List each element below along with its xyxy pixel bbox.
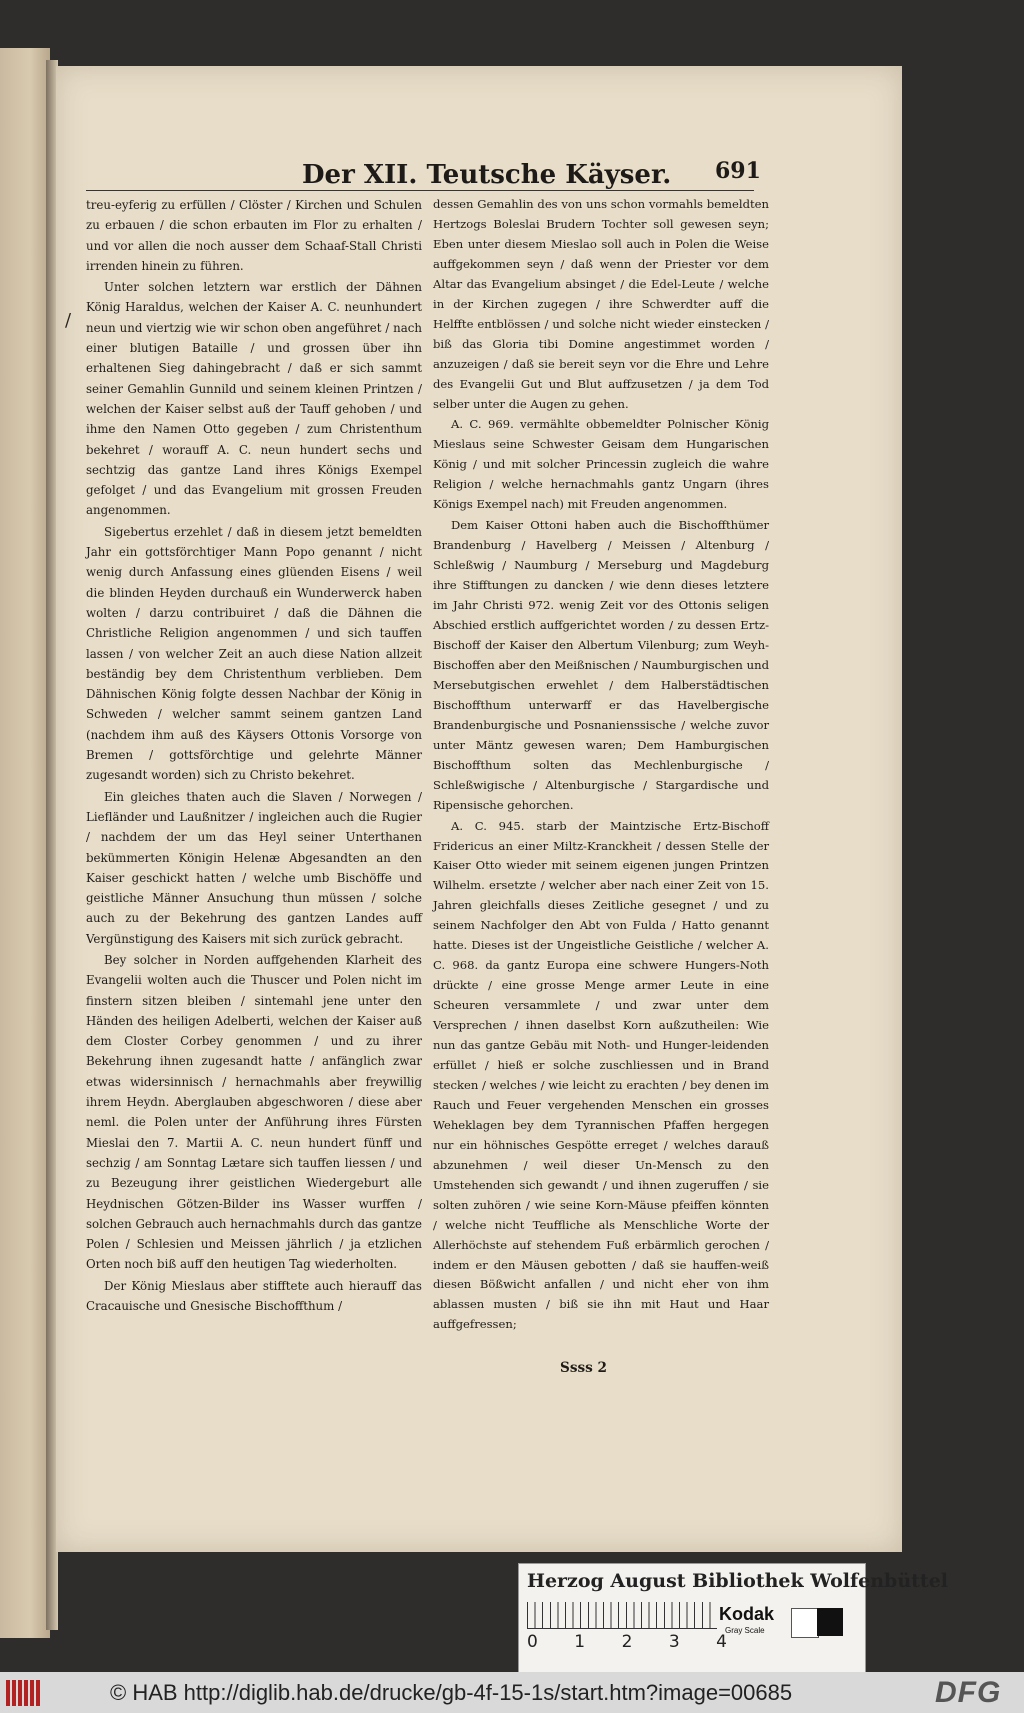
source-url[interactable]: © HAB http://diglib.hab.de/drucke/gb-4f-15-1s/start.htm?image=00685 — [110, 1680, 793, 1705]
color-target-card — [518, 1563, 948, 1675]
paragraph: Bey solcher in Norden auffgehenden Klarheit des Evangelii wolten auch die Thuscer und Polen nicht im finstern sitzen bleiben / sintemahl jene unter den Händen des heiligen Adelberti, welchen der Kaiser auß dem Closter Corbey genommen / und zu ihrer Bekehrung ihnen zugesandt hatte / anfänglich zwar etwas widersinnisch / hernachmahls aber freywillig ihrem Heydn. Aberglauben abgeschworen / diese aber neml. die Polen unter der Anführung ihres Fürsten Mieslai den 7. Martii A. C. neun hundert fünff und sechzig / am Sonntag Lætare sich tauffen liessen / und zu Bezeugung ihrer geistlichen Wiedergeburt alle Heydnischen Götzen-Bilder ins Wasser wurffen / solchen Gebrauch auch hernachmahls durch das gantze Polen / Schlesien und Meissen jährlich / ja etzlichen Orten noch biß auff den heutigen Tag wiederholten. — [86, 952, 422, 1272]
paragraph: A. C. 969. vermählte obbemeldter Polnischer König Mieslaus seine Schwester Geisam dem Hungarischen König / und mit solcher Princessin zugleich die wahre Religion / welche hernachmahls gantz Ungarn (ihres Königs Exempel nach) mit Freuden angenommen. — [433, 417, 769, 512]
paragraph: Unter solchen letztern war erstlich der Dähnen König Haraldus, welchen der Kaiser A. C. neunhundert neun und viertzig wie wir schon oben angeführet / nach einer blutigen Bataille / und grossen über ihn erhaltenen Sieg dahingebracht / daß er sich sammt seiner Gemahlin Gunnild und seinem kleinen Printzen / welchen der Kaiser selbst auß der Tauff gehoben / und ihme den Namen Otto gegeben / zum Christenthum bekehret / worauff A. C. neun hundert sechs und sechtzig das gantze Land ihres Königs Exempel gefolget / und das Evangelium mit grossen Freuden angenommen. — [86, 280, 422, 518]
ruler-number: 2 — [621, 1632, 633, 1652]
left-text-column — [86, 195, 422, 1317]
scale-ruler — [527, 1602, 717, 1629]
right-text-column — [433, 195, 769, 1336]
hab-logo-icon — [6, 1680, 42, 1706]
paragraph: Sigebertus erzehlet / daß in diesem jetzt bemeldten Jahr ein gottsförchtiger Mann Popo genannt / nicht wenig durch Anfassung eines glüenden Eisens / weil die blinden Heyden durchauß ein Wunderwerck haben wolten / darzu contribuiret / daß die Dähnen die Christliche Religion angenommen / und sich tauffen lassen / von welcher Zeit an auch diese Nation allzeit beständig bey dem Christenthum verblieben. Dem Dähnischen König folgte dessen Nachbar der König in Schweden / welcher sammt seinem gantzen Land (nachdem ihm auß des Käysers Ottonis Vorsorge von Bremen / gottsförchtige und gelehrte Männer zugesandt worden) sich zu Christo bekehret. — [86, 524, 422, 783]
ruler-number: 1 — [574, 1632, 586, 1652]
ruler-number: 3 — [668, 1632, 680, 1652]
white-swatch — [791, 1608, 819, 1638]
paragraph: Ein gleiches thaten auch die Slaven / Norwegen / Liefländer und Laußnitzer / ingleichen auch die Rugier / nachdem der um das Heyl seiner Unterthanen bekümmerten Königin Helenæ Abgesandten an den Kaiser geschickt hatten / welche umb Bischöffe und geistliche Männer Ansuchung thun müssen / solche auch zu der Bekehrung des gantzen Landes auff Vergünstigung des Kaisers mit sich zurück gebracht. — [86, 789, 422, 946]
ruler-numbers — [527, 1632, 727, 1652]
signature-mark: Ssss 2 — [560, 1360, 607, 1376]
left-page-edge — [0, 48, 50, 1638]
ruler-number: 0 — [527, 1632, 538, 1652]
gray-scale-label: Gray Scale — [725, 1626, 765, 1635]
kodak-brand: Kodak — [719, 1604, 775, 1624]
footer-bar — [0, 1672, 1024, 1713]
paragraph: A. C. 945. starb der Maintzische Ertz-Bischoff Fridericus an einer Miltz-Kranckheit / dessen Stelle der Kaiser Otto wieder mit seinem eigenen jungen Printzen Wilhelm. ersetzte / welcher aber nach einer Zeit von 15. Jahren gleichfalls dieses Zeitliche gesegnet / und zu seinem Nachfolger den Abt von Fulda / Hatto genannt hatte. Dieses ist der Ungeistliche Geistliche / welcher A. C. 968. da gantz Europa eine schwere Hungers-Noth drückte / eine grosse Menge armer Leute in eine Scheuren versammlete / und zwar unter dem Versprechen / ihnen daselbst Korn außzutheilen: Wie nun das gantze Gebäu mit Noth- und Hunger-leidenden erfüllet / hieß er solche zuschliessen und in Brand stecken / welches / wie leicht zu erachten / bey denen im Rauch und Feuer vergehenden Menschen ein grosses Weheklagen bey dem Tyrannischen Pfaffen hergegen nur ein höhnisches Gespötte erreget / welches darauß abzunehmen / weil dieser Un-Mensch zu den Umstehenden sich gewandt / und ihnen zugeruffen / sie solten zuhören / wie seine Korn-Mäuse pfeiffen könnten / welche nicht Teuffliche als Menschliche Worte der Allerhöchste auf stehendem Fuß erbärmlich gerochen / indem er den Mäusen gebotten / daß sie hauffen-weiß diesen Bößwicht anfallen / und nicht eher von ihm ablassen musten / biß sie ihn mit Haut und Haar auffgefressen; — [433, 818, 769, 1332]
header-rule — [86, 190, 754, 191]
paragraph: treu-eyferig zu erfüllen / Clöster / Kirchen und Schulen zu erbauen / die schon erbauten im Flor zu erhalten / und vor allen die noch ausser dem Schaaf-Stall Christi irrenden hinein zu führen. — [86, 198, 422, 273]
paragraph: Dem Kaiser Ottoni haben auch die Bischoffthümer Brandenburg / Havelberg / Meissen / Altenburg / Schleßwig / Naumburg / Merseburg und Magdeburg ihre Stifftungen zu dancken / wie denn dieses letztere im Jahr Christi 972. wenig Zeit vor des Ottonis seligen Abschied erstlich auffgerichtet worden / zu dessen Ertz-Bischoff der Kaiser den Albertum Vilenburg; zum Weyh-Bischoffen aber den Meißnischen / Naumburgischen und Mersebutgischen erwehlet / dem Halberstädtischen Bischoffthum unterwarff er das Havelbergische Brandenburgische und Posnanienssische / welche zuvor unter Mäntz gewesen waren; Dem Hamburgischen Bischoffthum solten das Mechlenburgische / Schleßwigische / Altenburgische / Stargardische und Ripensische gehorchen. — [433, 518, 769, 812]
library-name: Herzog August Bibliothek Wolfenbüttel — [527, 1570, 948, 1592]
ruler-number: 4 — [716, 1632, 727, 1652]
paragraph: dessen Gemahlin des von uns schon vormahls bemeldten Hertzogs Boleslai Brudern Tochter soll gewesen seyn; Eben unter diesem Mieslao soll auch in Polen die Weise auffgekommen seyn / daß wenn der Priester vor dem Altar das Evangelium absinget / die Edel-Leute / welche in der Kirchen zugegen / ihre Schwerdter auff die Helffte entblössen / und solche nicht wieder einstecken / biß das Gloria tibi Domine angestimmet worden / anzuzeigen / daß sie bereit seyn vor die Ehre und Lehre des Evangelii Gut und Blut auffzusetzen / ja dem Tod selber unter die Augen zu gehen. — [433, 197, 769, 411]
running-title: Der XII. Teutsche Käyser. — [302, 160, 672, 190]
page-number: 691 — [715, 158, 761, 184]
paragraph: Der König Mieslaus aber stifftete auch hierauff das Cracauische und Gnesische Bischoffthum / — [86, 1278, 422, 1314]
margin-mark: / — [65, 310, 72, 331]
black-swatch — [817, 1608, 843, 1636]
dfg-logo: DFG — [935, 1676, 1002, 1709]
